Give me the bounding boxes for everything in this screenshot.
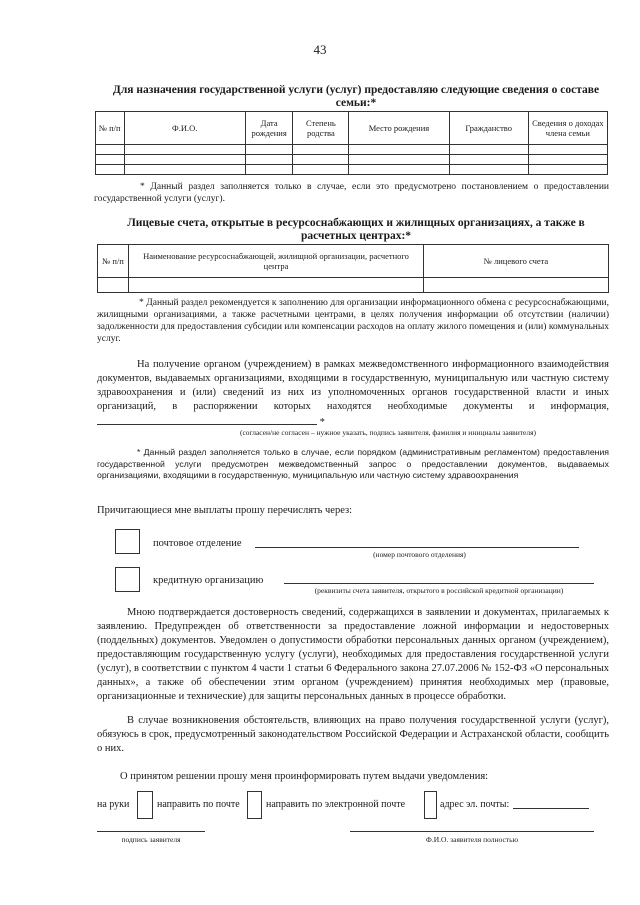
col-header-birthdate: Дата рождения bbox=[245, 112, 293, 145]
col-header-number: № п/п bbox=[98, 245, 129, 278]
signature-caption-right: Ф.И.О. заявителя полностью bbox=[425, 835, 519, 844]
post-field[interactable] bbox=[255, 547, 579, 548]
consent-note: * Данный раздел заполняется только в случае, если порядком (административным регламентом) предоставления государственной услуги предусмотрен межведомственный запрос о предоставлении документов, выдаваемых организациями, входящими в государственную, муниципальную или частную систему здравоохранения bbox=[97, 447, 609, 480]
signature-line-left[interactable] bbox=[97, 831, 205, 832]
accounts-heading bbox=[96, 217, 616, 243]
table-row[interactable] bbox=[96, 155, 608, 165]
table-row[interactable] bbox=[98, 278, 609, 293]
post-checkbox[interactable] bbox=[115, 529, 140, 554]
accounts-heading-line1: Лицевые счета, открытые в ресурсоснабжающих и жилищных организациях, а также в bbox=[127, 217, 585, 229]
post-label: почтовое отделение bbox=[153, 538, 242, 549]
notify-email-label: направить по электронной почте bbox=[266, 799, 406, 810]
consent-field[interactable] bbox=[97, 414, 317, 425]
payments-intro: Причитающиеся мне выплаты прошу перечислять через: bbox=[97, 505, 353, 516]
confirm-para1: Мною подтверждается достоверность сведений, содержащихся в заявлении и документах, прилагаемых к заявлению. Предупрежден об ответственности за предоставление ложной информации и недостоверных (поддельных) документов. Уведомлен о допустимости обработки персональных данных органом (учреждением), предоставляющим государственную услугу (услуги), необходимых для предоставления государственной услуги (услуг), в соответствии с пунктом 4 части 1 статьи 6 Федерального закона 27.07.2006 № 152-ФЗ «О персональных данных», а также об обеспечении этим органом (учреждением) принятия необходимых мер (правовые, организационные и технические) для защиты персональных данных в процессе обработки. bbox=[97, 607, 609, 702]
family-heading-line1: Для назначения государственной услуги (услуг) предоставляю следующие сведения о составе bbox=[112, 84, 600, 96]
credit-caption: (реквизиты счета заявителя, открытого в российской кредитной организации) bbox=[314, 586, 564, 595]
family-heading bbox=[96, 84, 616, 110]
accounts-note: * Данный раздел рекомендуется к заполнению для организации информационного обмена с ресурсоснабжающими, жилищными организациями, а также расчетными центрами, в целях получения информации об отсутствии (наличии) задолженности для предоставления субсидии или компенсации расходов на оплату жилого помещения и (или) коммунальных услуг. bbox=[97, 298, 609, 344]
accounts-table bbox=[97, 244, 609, 293]
post-caption: (номер почтового отделения) bbox=[373, 550, 466, 559]
notify-email-checkbox[interactable] bbox=[424, 791, 437, 819]
notify-mail-checkbox[interactable] bbox=[247, 791, 262, 819]
notify-intro: О принятом решении прошу меня проинформировать путем выдачи уведомления: bbox=[120, 771, 489, 782]
confirm-para2: В случае возникновения обстоятельств, влияющих на право получения государственной услуги (услуг), обязуюсь в срок, предусмотренный законодательством Российской Федерации и Астраханской области, сообщить о них. bbox=[97, 715, 609, 754]
signature-caption-left: подпись заявителя bbox=[121, 835, 181, 844]
notify-hands-label: на руки bbox=[97, 799, 130, 810]
table-row[interactable] bbox=[96, 165, 608, 175]
consent-text bbox=[97, 358, 609, 430]
page-number: 43 bbox=[313, 42, 327, 57]
col-header-citizenship: Гражданство bbox=[449, 112, 528, 145]
signature-line-right[interactable] bbox=[350, 831, 594, 832]
consent-body: На получение органом (учреждением) в рамках межведомственного информационного взаимодействия документов, выдаваемых организациями, входящими в государственную, муниципальную или частную систему здравоохранения и (или) сведений из них из уполномоченных органов государственной власти и иных организаций, в распоряжении которых находятся необходимые документы и информация, bbox=[97, 359, 609, 412]
col-header-fio: Ф.И.О. bbox=[124, 112, 245, 145]
col-header-birthplace: Место рождения bbox=[349, 112, 449, 145]
accounts-heading-line2: расчетных центрах:* bbox=[300, 230, 412, 242]
credit-label: кредитную организацию bbox=[153, 575, 264, 586]
col-header-relation: Степень родства bbox=[293, 112, 349, 145]
col-header-org-name: Наименование ресурсоснабжающей, жилищной организации, расчетного центра bbox=[129, 245, 424, 278]
notify-email-address-label: адрес эл. почты: bbox=[440, 799, 510, 810]
notify-hands-checkbox[interactable] bbox=[137, 791, 153, 819]
col-header-income: Сведения о доходах члена семьи bbox=[528, 112, 607, 145]
credit-checkbox[interactable] bbox=[115, 567, 140, 592]
table-row[interactable] bbox=[96, 145, 608, 155]
consent-caption: (согласен/не согласен – нужное указать, подпись заявителя, фамилия и инициалы заявителя) bbox=[239, 428, 537, 437]
family-table bbox=[95, 111, 608, 175]
family-note: * Данный раздел заполняется только в случае, если это предусмотрено постановлением о предоставлении государственной услуги (услуг). bbox=[94, 182, 609, 204]
family-heading-line2: семьи:* bbox=[335, 97, 377, 109]
notify-mail-label: направить по почте bbox=[157, 799, 240, 810]
col-header-number: № п/п bbox=[96, 112, 125, 145]
email-address-field[interactable] bbox=[513, 808, 589, 809]
credit-field[interactable] bbox=[284, 583, 594, 584]
col-header-account-number: № лицевого счета bbox=[424, 245, 609, 278]
consent-star: * bbox=[319, 417, 325, 428]
